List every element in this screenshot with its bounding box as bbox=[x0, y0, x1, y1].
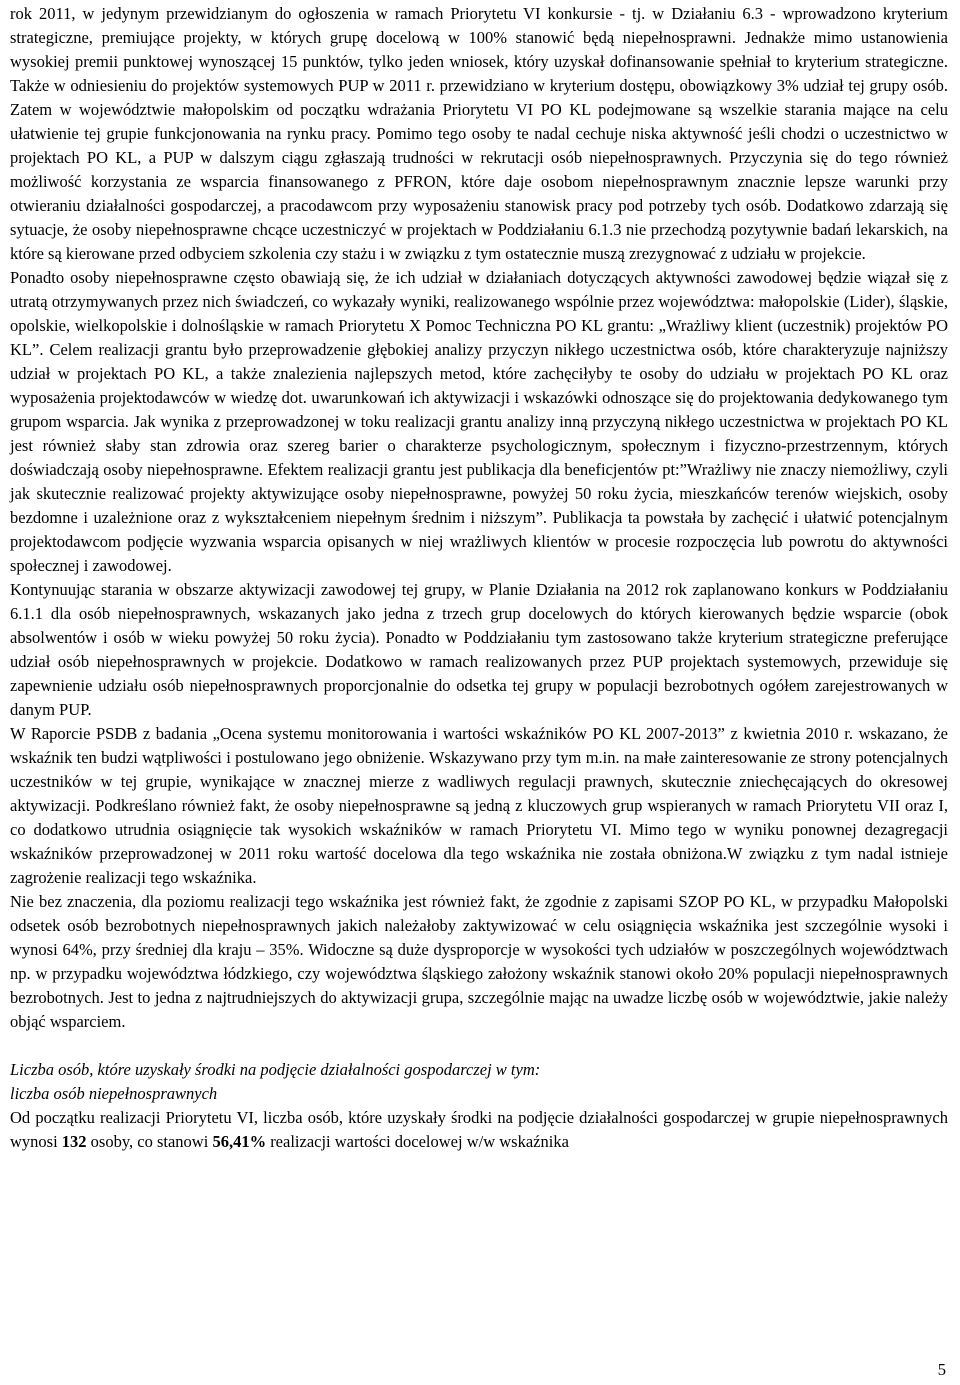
paragraph-szop-indicator: Nie bez znaczenia, dla poziomu realizacji tego wskaźnika jest również fakt, że zgodnie z zapisami SZOP PO KL, w przypadku Małopolski odsetek osób bezrobotnych niepełnosprawnych jakich należałoby zaktywizować w celu osiągnięcia wskaźnika jest szczególnie wysoki i wynosi 64%, przy średniej dla kraju – 35%. Widoczne są duże dysproporcje w wysokości tych udziałów w poszczególnych województwach np. w przypadku województwa łódzkiego, czy województwa śląskiego założony wskaźnik stanowi około 20% populacji niepełnosprawnych bezrobotnych. Jest to jedna z najtrudniejszych do aktywizacji grupa, szczególnie mając na uwadze liczbę osób w województwie, jakie należy objąć wsparciem. bbox=[10, 892, 948, 1031]
document-page bbox=[10, 2, 948, 1154]
page-number: 5 bbox=[937, 1360, 946, 1379]
indicator-subtitle: liczba osób niepełnosprawnych bbox=[10, 1084, 218, 1103]
indicator-percent-value: 56,41% bbox=[212, 1132, 267, 1151]
indicator-count-value: 132 bbox=[61, 1132, 87, 1151]
paragraph-action-plan-2012: Kontynuując starania w obszarze aktywizacji zawodowej tej grupy, w Planie Działania na 2012 rok zaplanowano konkurs w Poddziałaniu 6.1.1 dla osób niepełnosprawnych, wskazanych jako jedna z trzech grup docelowych do których kierowanych będzie wsparcie (obok absolwentów i osób w wieku powyżej 50 roku życia). Ponadto w Poddziałaniu tym zastosowano także kryterium strategiczne preferujące udział osób niepełnosprawnych w projekcie. Dodatkowo w ramach realizowanych przez PUP projektach systemowych, przewiduje się zapewnienie udziału osób niepełnosprawnych proporcjonalnie do odsetka tej grupy w populacji bezrobotnych ogółem zarejestrowanych w danym PUP. bbox=[10, 580, 948, 719]
paragraph-fears-of-benefit-loss: Ponadto osoby niepełnosprawne często obawiają się, że ich udział w działaniach dotyczących aktywności zawodowej będzie wiązał się z utratą otrzymywanych przez nich świadczeń, co wykazały wyniki, realizowanego wspólnie przez województwa: małopolskie (Lider), śląskie, opolskie, wielkopolskie i dolnośląskie w ramach Priorytetu X Pomoc Techniczna PO KL grantu: „Wrażliwy klient (uczestnik) projektów PO KL”. Celem realizacji grantu było przeprowadzenie głębokiej analizy przyczyn nikłego uczestnictwa osób, które charakteryzuje najniższy udział w projektach PO KL, a także znalezienia najlepszych metod, które zachęciłyby te osoby do udziału w projektach PO KL oraz wyposażenia projektodawców w wiedzę dot. uwarunkowań ich aktywizacji i wskazówki odnoszące się do projektowania dedykowanego tym grupom wsparcia. Jak wynika z przeprowadzonej w toku realizacji grantu analizy inną przyczyną nikłego uczestnictwa w projektach PO KL jest również słaby stan zdrowia oraz szereg barier o charakterze psychologicznym, społecznym i fizyczno-przestrzennym, których doświadczają osoby niepełnosprawne. Efektem realizacji grantu jest publikacja dla beneficjentów pt:”Wrażliwy nie znaczy niemożliwy, czyli jak skutecznie realizować projekty aktywizujące osoby niepełnosprawne, powyżej 50 roku życia, mieszkańców terenów wiejskich, osoby bezdomne i uzależnione oraz z wykształceniem niepełnym średnim i niższym”. Publikacja ta powstała by zachęcić i ułatwić potencjalnym projektodawcom podjęcie wyzwania wsparcia opisanych w niej wrażliwych klientów w procesie rozpoczęcia lub powrotu do aktywności społecznej i zawodowej. bbox=[10, 268, 948, 575]
indicator-title: Liczba osób, które uzyskały środki na podjęcie działalności gospodarczej w tym: bbox=[10, 1060, 541, 1079]
paragraph-psdb-report: W Raporcie PSDB z badania „Ocena systemu monitorowania i wartości wskaźników PO KL 2007-2013” z kwietnia 2010 r. wskazano, że wskaźnik ten budzi wątpliwości i postulowano jego obniżenie. Wskazywano przy tym m.in. na małe zainteresowanie ze strony potencjalnych uczestników w tej grupie, wynikające w znacznej mierze z wadliwych regulacji prawnych, skutecznie zniechęcających do okresowej aktywizacji. Podkreślano również fakt, że osoby niepełnosprawne są jedną z kluczowych grup wspieranych w ramach Priorytetu VII oraz I, co dodatkowo utrudnia osiągnięcie tak wysokich wskaźników w ramach Priorytetu VI. Mimo tego w wyniku ponownej dezagregacji wskaźników przeprowadzonej w 2011 roku wartość docelowa dla tego wskaźnika nie została obniżona.W związku z tym nadal istnieje zagrożenie realizacji tego wskaźnika. bbox=[10, 724, 948, 887]
indicator-text-before: Od początku realizacji Priorytetu VI, liczba osób, które uzyskały środki na podjęcie działalności gospodarczej w grupie niepełnosprawnych wynosi bbox=[10, 1108, 948, 1151]
paragraph-priority-vi-criteria: rok 2011, w jedynym przewidzianym do ogłoszenia w ramach Priorytetu VI konkursie - tj. w Działaniu 6.3 - wprowadzono kryterium strategiczne, premiujące projekty, w których grupę docelową w 100% stanowić będą niepełnosprawni. Jednakże mimo ustanowienia wysokiej premii punktowej wynoszącej 15 punktów, tylko jeden wniosek, który uzyskał dofinansowanie spełniał to kryterium strategiczne. Także w odniesieniu do projektów systemowych PUP w 2011 r. przewidziano w kryterium dostępu, obowiązkowy 3% udział tej grupy osób. Zatem w województwie małopolskim od początku wdrażania Priorytetu VI PO KL podejmowane są wszelkie starania mające na celu ułatwienie tej grupie funkcjonowania na rynku pracy. Pomimo tego osoby te nadal cechuje niska aktywność jeśli chodzi o uczestnictwo w projektach PO KL, a PUP w dalszym ciągu zgłaszają trudności w rekrutacji osób niepełnosprawnych. Przyczynia się do tego również możliwość korzystania ze wsparcia finansowanego z PFRON, które daje osobom niepełnosprawnym znacznie lepsze warunki przy otwieraniu działalności gospodarczej, a pracodawcom przy wyposażeniu stanowisk pracy pod potrzeby tych osób. Dodatkowo zdarzają się sytuacje, że osoby niepełnosprawne chcące uczestniczyć w projektach w Poddziałaniu 6.1.3 nie przechodzą pozytywnie badań lekarskich, na które są kierowane przed odbyciem szkolenia czy stażu i w związku z tym ostatecznie muszą zrezygnować z udziału w projekcie. bbox=[10, 4, 948, 263]
blank-line bbox=[10, 1034, 948, 1058]
indicator-text-after: realizacji wartości docelowej w/w wskaźnika bbox=[266, 1132, 569, 1151]
indicator-paragraph bbox=[10, 1106, 948, 1154]
indicator-text-middle: osoby, co stanowi bbox=[86, 1132, 213, 1151]
